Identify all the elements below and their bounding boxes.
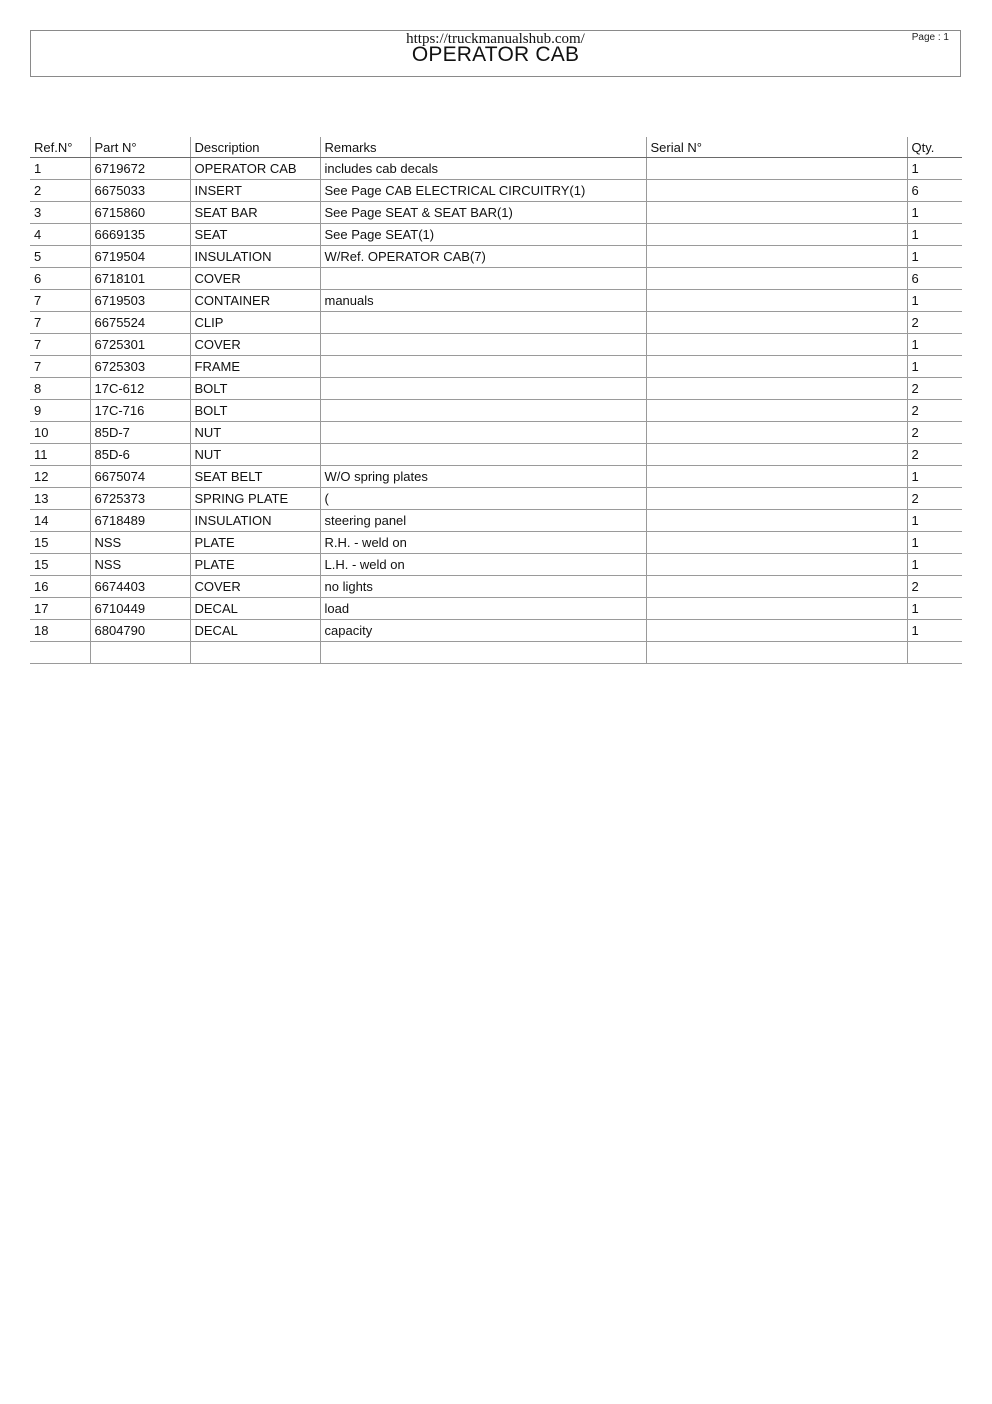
serial-cell [646,290,907,312]
qty-cell: 2 [907,422,962,444]
description-cell: COVER [190,268,320,290]
part-number-cell: 85D-6 [90,444,190,466]
serial-cell [646,554,907,576]
site-url: https://truckmanualshub.com/ [406,31,585,47]
table-row [30,224,962,246]
column-header-description: Description [190,137,320,158]
table-row [30,246,962,268]
remarks-cell: load [320,598,646,620]
description-cell: SPRING PLATE [190,488,320,510]
serial-cell [646,224,907,246]
description-cell: CONTAINER [190,290,320,312]
table-row [30,180,962,202]
remarks-cell: includes cab decals [320,158,646,180]
ref-cell: 15 [30,532,90,554]
qty-cell: 1 [907,334,962,356]
description-cell: NUT [190,444,320,466]
ref-cell: 4 [30,224,90,246]
table-row [30,532,962,554]
serial-cell [646,312,907,334]
column-header-remarks: Remarks [320,137,646,158]
serial-cell [646,422,907,444]
serial-cell [646,158,907,180]
remarks-cell: See Page CAB ELECTRICAL CIRCUITRY(1) [320,180,646,202]
table-row [30,356,962,378]
column-header-ref: Ref.N° [30,137,90,158]
qty-cell: 1 [907,466,962,488]
qty-cell: 2 [907,400,962,422]
ref-cell: 15 [30,554,90,576]
table-row [30,202,962,224]
part-number-cell: 6719672 [90,158,190,180]
ref-cell: 18 [30,620,90,642]
part-number-cell: 6675524 [90,312,190,334]
part-number-cell: 6718489 [90,510,190,532]
serial-cell [646,444,907,466]
qty-cell: 1 [907,554,962,576]
remarks-cell: R.H. - weld on [320,532,646,554]
table-row [30,598,962,620]
part-number-cell: 6725373 [90,488,190,510]
part-number-cell: NSS [90,532,190,554]
ref-cell: 10 [30,422,90,444]
serial-cell [646,466,907,488]
page-title: OPERATOR CAB [411,43,580,66]
part-number-cell: 6725301 [90,334,190,356]
qty-cell: 2 [907,576,962,598]
part-number-cell: 6674403 [90,576,190,598]
serial-cell [646,510,907,532]
table-row [30,312,962,334]
ref-cell: 12 [30,466,90,488]
part-number-cell: 6718101 [90,268,190,290]
description-cell: PLATE [190,554,320,576]
ref-cell: 5 [30,246,90,268]
ref-cell: 13 [30,488,90,510]
part-number-cell: 6719503 [90,290,190,312]
table-row [30,510,962,532]
ref-cell: 7 [30,356,90,378]
qty-cell: 1 [907,246,962,268]
description-cell: DECAL [190,598,320,620]
filler-cell [646,642,907,664]
table-row [30,378,962,400]
part-number-cell: 85D-7 [90,422,190,444]
part-number-cell: 6725303 [90,356,190,378]
remarks-cell [320,334,646,356]
table-row [30,290,962,312]
serial-cell [646,246,907,268]
ref-cell: 16 [30,576,90,598]
description-cell: BOLT [190,400,320,422]
table-header-row [30,137,962,158]
filler-cell [320,642,646,664]
remarks-cell [320,444,646,466]
description-cell: SEAT [190,224,320,246]
qty-cell: 1 [907,290,962,312]
ref-cell: 11 [30,444,90,466]
serial-cell [646,356,907,378]
serial-cell [646,488,907,510]
description-cell: COVER [190,334,320,356]
table-row [30,554,962,576]
qty-cell: 1 [907,224,962,246]
qty-cell: 2 [907,312,962,334]
description-cell: NUT [190,422,320,444]
qty-cell: 1 [907,158,962,180]
part-number-cell: 6715860 [90,202,190,224]
ref-cell: 7 [30,312,90,334]
part-number-cell: 17C-612 [90,378,190,400]
serial-cell [646,598,907,620]
table-row [30,268,962,290]
parts-table [30,137,962,664]
serial-cell [646,400,907,422]
part-number-cell: 6675033 [90,180,190,202]
table-row [30,466,962,488]
description-cell: INSULATION [190,246,320,268]
remarks-cell [320,268,646,290]
ref-cell: 3 [30,202,90,224]
part-number-cell: NSS [90,554,190,576]
remarks-cell: manuals [320,290,646,312]
description-cell: INSERT [190,180,320,202]
part-number-cell: 6669135 [90,224,190,246]
serial-cell [646,180,907,202]
table-row [30,576,962,598]
filler-cell [90,642,190,664]
qty-cell: 2 [907,488,962,510]
ref-cell: 6 [30,268,90,290]
description-cell: PLATE [190,532,320,554]
qty-cell: 6 [907,180,962,202]
filler-cell [190,642,320,664]
remarks-cell: W/O spring plates [320,466,646,488]
remarks-cell: no lights [320,576,646,598]
description-cell: OPERATOR CAB [190,158,320,180]
table-row [30,158,962,180]
remarks-cell: See Page SEAT(1) [320,224,646,246]
ref-cell: 7 [30,334,90,356]
filler-cell [30,642,90,664]
part-number-cell: 17C-716 [90,400,190,422]
description-cell: DECAL [190,620,320,642]
parts-table-body [30,158,962,664]
description-cell: SEAT BELT [190,466,320,488]
serial-cell [646,268,907,290]
remarks-cell [320,378,646,400]
table-filler-row [30,642,962,664]
qty-cell: 1 [907,202,962,224]
description-cell: BOLT [190,378,320,400]
remarks-cell: L.H. - weld on [320,554,646,576]
part-number-cell: 6675074 [90,466,190,488]
remarks-cell: See Page SEAT & SEAT BAR(1) [320,202,646,224]
remarks-cell [320,312,646,334]
qty-cell: 1 [907,620,962,642]
column-header-qty: Qty. [907,137,962,158]
remarks-cell: steering panel [320,510,646,532]
part-number-cell: 6710449 [90,598,190,620]
table-row [30,620,962,642]
remarks-cell [320,422,646,444]
ref-cell: 14 [30,510,90,532]
qty-cell: 1 [907,510,962,532]
description-cell: COVER [190,576,320,598]
serial-cell [646,576,907,598]
qty-cell: 1 [907,598,962,620]
serial-cell [646,620,907,642]
serial-cell [646,202,907,224]
ref-cell: 2 [30,180,90,202]
remarks-cell: ( [320,488,646,510]
ref-cell: 9 [30,400,90,422]
ref-cell: 8 [30,378,90,400]
filler-cell [907,642,962,664]
qty-cell: 6 [907,268,962,290]
serial-cell [646,378,907,400]
ref-cell: 17 [30,598,90,620]
qty-cell: 2 [907,444,962,466]
remarks-cell: W/Ref. OPERATOR CAB(7) [320,246,646,268]
serial-cell [646,532,907,554]
qty-cell: 1 [907,532,962,554]
description-cell: SEAT BAR [190,202,320,224]
table-row [30,422,962,444]
description-cell: INSULATION [190,510,320,532]
table-row [30,334,962,356]
description-cell: CLIP [190,312,320,334]
qty-cell: 1 [907,356,962,378]
table-row [30,444,962,466]
qty-cell: 2 [907,378,962,400]
part-number-cell: 6719504 [90,246,190,268]
remarks-cell: capacity [320,620,646,642]
remarks-cell [320,400,646,422]
ref-cell: 7 [30,290,90,312]
page-number: Page : 1 [911,32,949,43]
table-row [30,400,962,422]
column-header-part: Part N° [90,137,190,158]
ref-cell: 1 [30,158,90,180]
page-header [30,30,961,77]
part-number-cell: 6804790 [90,620,190,642]
remarks-cell [320,356,646,378]
description-cell: FRAME [190,356,320,378]
table-row [30,488,962,510]
column-header-serial: Serial N° [646,137,907,158]
serial-cell [646,334,907,356]
